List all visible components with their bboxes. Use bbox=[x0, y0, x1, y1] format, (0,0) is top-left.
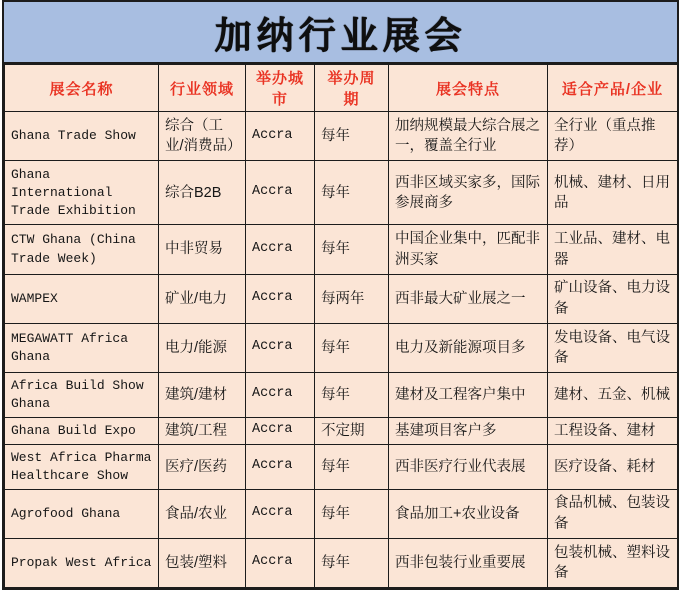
cell-frequency: 不定期 bbox=[315, 417, 389, 444]
cell-products: 全行业（重点推荐） bbox=[548, 112, 678, 161]
cell-features: 西非区域买家多，国际参展商多 bbox=[389, 161, 548, 225]
cell-features: 加纳规模最大综合展之一，覆盖全行业 bbox=[389, 112, 548, 161]
cell-features: 基建项目客户多 bbox=[389, 417, 548, 444]
col-header-exhibition-name: 展会名称 bbox=[5, 65, 159, 112]
cell-industry: 综合B2B bbox=[159, 161, 246, 225]
col-header-products: 适合产品/企业 bbox=[548, 65, 678, 112]
table-row bbox=[5, 323, 678, 372]
table-row bbox=[5, 373, 678, 418]
cell-industry: 建筑/工程 bbox=[159, 417, 246, 444]
cell-products: 矿山设备、电力设备 bbox=[548, 274, 678, 323]
table-header-row bbox=[5, 65, 678, 112]
cell-features: 食品加工+农业设备 bbox=[389, 489, 548, 538]
cell-products: 建材、五金、机械 bbox=[548, 373, 678, 418]
cell-industry: 食品/农业 bbox=[159, 489, 246, 538]
cell-exhibition-name: West Africa Pharma Healthcare Show bbox=[5, 444, 159, 489]
cell-products: 医疗设备、耗材 bbox=[548, 444, 678, 489]
cell-frequency: 每年 bbox=[315, 373, 389, 418]
cell-industry: 中非贸易 bbox=[159, 225, 246, 274]
cell-exhibition-name: Ghana International Trade Exhibition bbox=[5, 161, 159, 225]
table-row bbox=[5, 274, 678, 323]
table-row bbox=[5, 417, 678, 444]
cell-features: 电力及新能源项目多 bbox=[389, 323, 548, 372]
cell-features: 建材及工程客户集中 bbox=[389, 373, 548, 418]
cell-city: Accra bbox=[246, 161, 315, 225]
cell-products: 工程设备、建材 bbox=[548, 417, 678, 444]
cell-exhibition-name: Ghana Build Expo bbox=[5, 417, 159, 444]
cell-products: 食品机械、包装设备 bbox=[548, 489, 678, 538]
title-banner bbox=[4, 2, 677, 64]
table-row bbox=[5, 444, 678, 489]
cell-industry: 建筑/建材 bbox=[159, 373, 246, 418]
cell-industry: 医疗/医药 bbox=[159, 444, 246, 489]
table-frame bbox=[2, 0, 679, 590]
cell-industry: 矿业/电力 bbox=[159, 274, 246, 323]
page-title: 加纳行业展会 bbox=[214, 14, 467, 57]
table-row bbox=[5, 112, 678, 161]
cell-frequency: 每年 bbox=[315, 538, 389, 587]
cell-industry: 电力/能源 bbox=[159, 323, 246, 372]
col-header-features: 展会特点 bbox=[389, 65, 548, 112]
cell-exhibition-name: Propak West Africa bbox=[5, 538, 159, 587]
cell-features: 西非包装行业重要展 bbox=[389, 538, 548, 587]
cell-industry: 包装/塑料 bbox=[159, 538, 246, 587]
cell-city: Accra bbox=[246, 323, 315, 372]
cell-frequency: 每年 bbox=[315, 323, 389, 372]
cell-city: Accra bbox=[246, 417, 315, 444]
table-row bbox=[5, 161, 678, 225]
cell-products: 包装机械、塑料设备 bbox=[548, 538, 678, 587]
cell-city: Accra bbox=[246, 112, 315, 161]
col-header-frequency: 举办周期 bbox=[315, 65, 389, 112]
cell-frequency: 每年 bbox=[315, 225, 389, 274]
cell-exhibition-name: MEGAWATT Africa Ghana bbox=[5, 323, 159, 372]
cell-exhibition-name: Ghana Trade Show bbox=[5, 112, 159, 161]
col-header-city: 举办城市 bbox=[246, 65, 315, 112]
cell-exhibition-name: Agrofood Ghana bbox=[5, 489, 159, 538]
cell-frequency: 每年 bbox=[315, 161, 389, 225]
cell-exhibition-name: Africa Build Show Ghana bbox=[5, 373, 159, 418]
cell-frequency: 每年 bbox=[315, 112, 389, 161]
cell-products: 工业品、建材、电器 bbox=[548, 225, 678, 274]
table-row bbox=[5, 489, 678, 538]
cell-products: 发电设备、电气设备 bbox=[548, 323, 678, 372]
cell-city: Accra bbox=[246, 274, 315, 323]
cell-city: Accra bbox=[246, 489, 315, 538]
cell-frequency: 每年 bbox=[315, 489, 389, 538]
cell-exhibition-name: CTW Ghana (China Trade Week) bbox=[5, 225, 159, 274]
cell-city: Accra bbox=[246, 538, 315, 587]
cell-city: Accra bbox=[246, 373, 315, 418]
table-row bbox=[5, 225, 678, 274]
cell-exhibition-name: WAMPEX bbox=[5, 274, 159, 323]
cell-features: 西非最大矿业展之一 bbox=[389, 274, 548, 323]
table-row bbox=[5, 538, 678, 587]
cell-products: 机械、建材、日用品 bbox=[548, 161, 678, 225]
cell-frequency: 每年 bbox=[315, 444, 389, 489]
cell-frequency: 每两年 bbox=[315, 274, 389, 323]
cell-features: 中国企业集中，匹配非洲买家 bbox=[389, 225, 548, 274]
col-header-industry: 行业领域 bbox=[159, 65, 246, 112]
cell-city: Accra bbox=[246, 444, 315, 489]
cell-industry: 综合（工业/消费品） bbox=[159, 112, 246, 161]
exhibition-table bbox=[4, 64, 678, 588]
cell-city: Accra bbox=[246, 225, 315, 274]
cell-features: 西非医疗行业代表展 bbox=[389, 444, 548, 489]
